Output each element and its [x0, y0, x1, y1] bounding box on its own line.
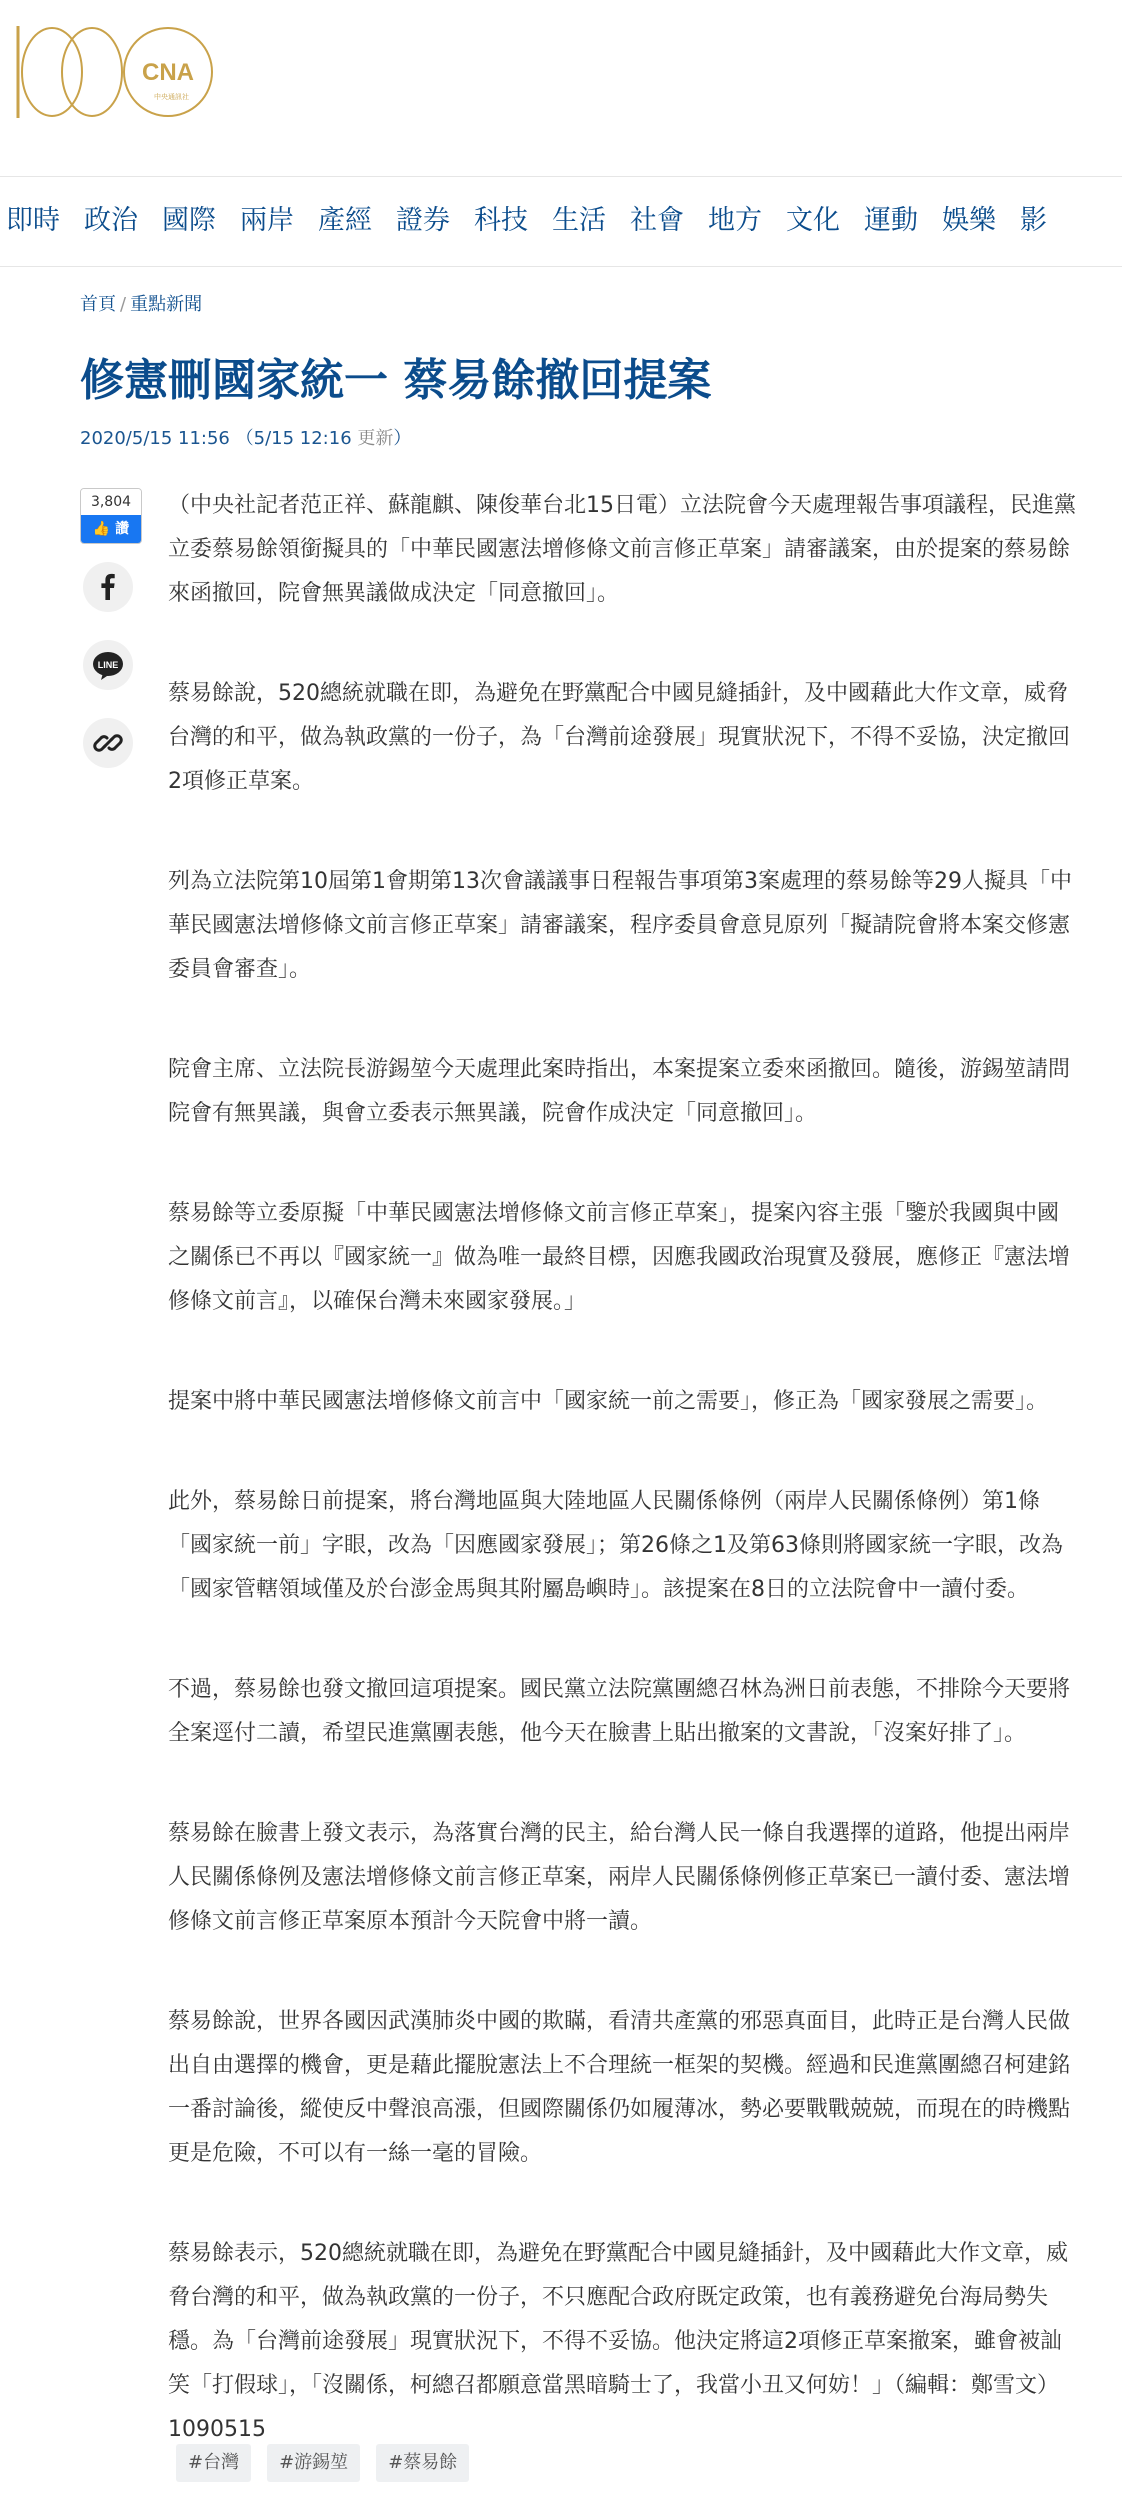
nav-item[interactable]: 國際 [162, 205, 216, 236]
nav-item[interactable]: 文化 [786, 205, 840, 236]
copy-link-button[interactable] [83, 718, 133, 768]
tag-link[interactable]: #蔡易餘 [376, 2444, 469, 2482]
thumbs-up-icon: 👍 [92, 521, 111, 537]
facebook-icon [83, 562, 133, 612]
article-dateline [80, 424, 411, 450]
breadcrumb-home[interactable]: 首頁 [80, 294, 116, 315]
line-share-button[interactable] [83, 640, 133, 690]
logo-subtitle: 中央通訊社 [154, 93, 189, 101]
svg-text:CNA: CNA [142, 59, 194, 86]
article-paragraph: 不過，蔡易餘也發文撤回這項提案。國民黨立法院黨團總召林為洲日前表態，不排除今天要將全案逕付二讀，希望民進黨團表態，他今天在臉書上貼出撤案的文書說，「沒案好排了」。 [168, 1677, 1071, 1746]
article-paragraph: （中央社記者范正祥、蘇龍麒、陳俊華台北15日電）立法院會今天處理報告事項議程，民進黨立委蔡易餘領銜擬具的「中華民國憲法增修條文前言修正草案」請審議案，由於提案的蔡易餘來函撤回，院會無異議做成決定「同意撤回」。 [168, 493, 1076, 606]
article-paragraph: 蔡易餘說，520總統就職在即，為避免在野黨配合中國見縫插針，及中國藉此大作文章，威脅台灣的和平，做為執政黨的一份子，為「台灣前途發展」現實狀況下，不得不妥協，決定撤回2項修正草案。 [168, 681, 1071, 794]
breadcrumb-separator: / [120, 294, 127, 315]
share-bar [80, 488, 146, 768]
nav-item[interactable]: 政治 [84, 205, 138, 236]
breadcrumb-section[interactable]: 重點新聞 [130, 294, 203, 315]
article-title: 修憲刪國家統一 蔡易餘撤回提案 [80, 355, 712, 406]
nav-item[interactable]: 兩岸 [240, 205, 294, 236]
nav-item[interactable]: 影 [1020, 205, 1047, 236]
tag-list [176, 2444, 485, 2482]
article-paragraph: 列為立法院第10屆第1會期第13次會議議事日程報告事項第3案處理的蔡易餘等29人擬具「中華民國憲法增修條文前言修正草案」請審議案，程序委員會意見原列「擬請院會將本案交修憲委員會審查」。 [168, 869, 1072, 982]
article-paragraph: 蔡易餘等立委原擬「中華民國憲法增修條文前言修正草案」，提案內容主張「鑒於我國與中國之關係已不再以『國家統一』做為唯一最終目標，因應我國政治現實及發展，應修正『憲法增修條文前言』，以確保台灣未來國家發展。」 [168, 1201, 1071, 1314]
nav-item[interactable]: 即時 [6, 205, 60, 236]
tag-link[interactable]: #台灣 [176, 2444, 251, 2482]
nav-item[interactable]: 娛樂 [942, 205, 996, 236]
article-paragraph: 蔡易餘說，世界各國因武漢肺炎中國的欺瞞，看清共產黨的邪惡真面目，此時正是台灣人民做出自由選擇的機會，更是藉此擺脫憲法上不合理統一框架的契機。經過和民進黨團總召柯建銘一番討論後，縱使反中聲浪高漲，但國際關係仍如履薄冰，勢必要戰戰兢兢，而現在的時機點更是危險，不可以有一絲一毫的冒險。 [168, 2009, 1071, 2166]
fb-like-count: 3,804 [81, 489, 141, 515]
nav-item[interactable]: 運動 [864, 205, 918, 236]
updated-label: 更新 [357, 428, 394, 449]
article-paragraph: 提案中將中華民國憲法增修條文前言中「國家統一前之需要」，修正為「國家發展之需要」。 [168, 1389, 1049, 1414]
main-nav [0, 176, 1122, 267]
tag-link[interactable]: #游錫堃 [267, 2444, 360, 2482]
article-body [168, 484, 1080, 2508]
published-time: 2020/5/15 11:56 [80, 428, 230, 449]
link-icon [83, 718, 133, 768]
updated-open: （ [235, 428, 254, 449]
nav-item[interactable]: 社會 [630, 205, 684, 236]
fb-like-button[interactable] [80, 488, 142, 544]
nav-item[interactable]: 產經 [318, 205, 372, 236]
updated-time: 5/15 12:16 [253, 428, 352, 449]
svg-text:LINE: LINE [97, 660, 119, 670]
updated-close: ） [393, 428, 412, 449]
nav-item[interactable]: 科技 [474, 205, 528, 236]
nav-item[interactable]: 生活 [552, 205, 606, 236]
nav-item[interactable]: 證券 [396, 205, 450, 236]
article-paragraph: 蔡易餘表示，520總統就職在即，為避免在野黨配合中國見縫插針，及中國藉此大作文章，威脅台灣的和平，做為執政黨的一份子，不只應配合政府既定政策，也有義務避免台海局勢失穩。為「台灣前途發展」現實狀況下，不得不妥協。他決定將這2項修正草案撤案，雖會被訕笑「打假球」，「沒關係，柯總召都願意當黑暗騎士了，我當小丑又何妨！」（編輯：鄭雪文）1090515 [168, 2241, 1068, 2442]
site-header [0, 0, 1122, 177]
article-paragraph: 此外，蔡易餘日前提案，將台灣地區與大陸地區人民關係條例（兩岸人民關係條例）第1條「國家統一前」字眼，改為「因應國家發展」；第26條之1及第63條則將國家統一字眼，改為「國家管轄領域僅及於台澎金馬與其附屬島嶼時」。該提案在8日的立法院會中一讀付委。 [168, 1489, 1063, 1602]
article-paragraph: 蔡易餘在臉書上發文表示，為落實台灣的民主，給台灣人民一條自我選擇的道路，他提出兩岸人民關係條例及憲法增修條文前言修正草案，兩岸人民關係條例修正草案已一讀付委、憲法增修條文前言修正草案原本預計今天院會中將一讀。 [168, 1821, 1071, 1934]
breadcrumb [80, 290, 202, 316]
cna-logo-mark [14, 18, 234, 128]
cna-logo[interactable] [14, 18, 234, 128]
nav-item[interactable]: 地方 [708, 205, 762, 236]
line-icon [83, 640, 133, 690]
article-paragraph: 院會主席、立法院長游錫堃今天處理此案時指出，本案提案立委來函撤回。隨後，游錫堃請問院會有無異議，與會立委表示無異議，院會作成決定「同意撤回」。 [168, 1057, 1071, 1126]
fb-like-label: 👍 讚 [81, 515, 141, 543]
facebook-share-button[interactable] [83, 562, 133, 612]
